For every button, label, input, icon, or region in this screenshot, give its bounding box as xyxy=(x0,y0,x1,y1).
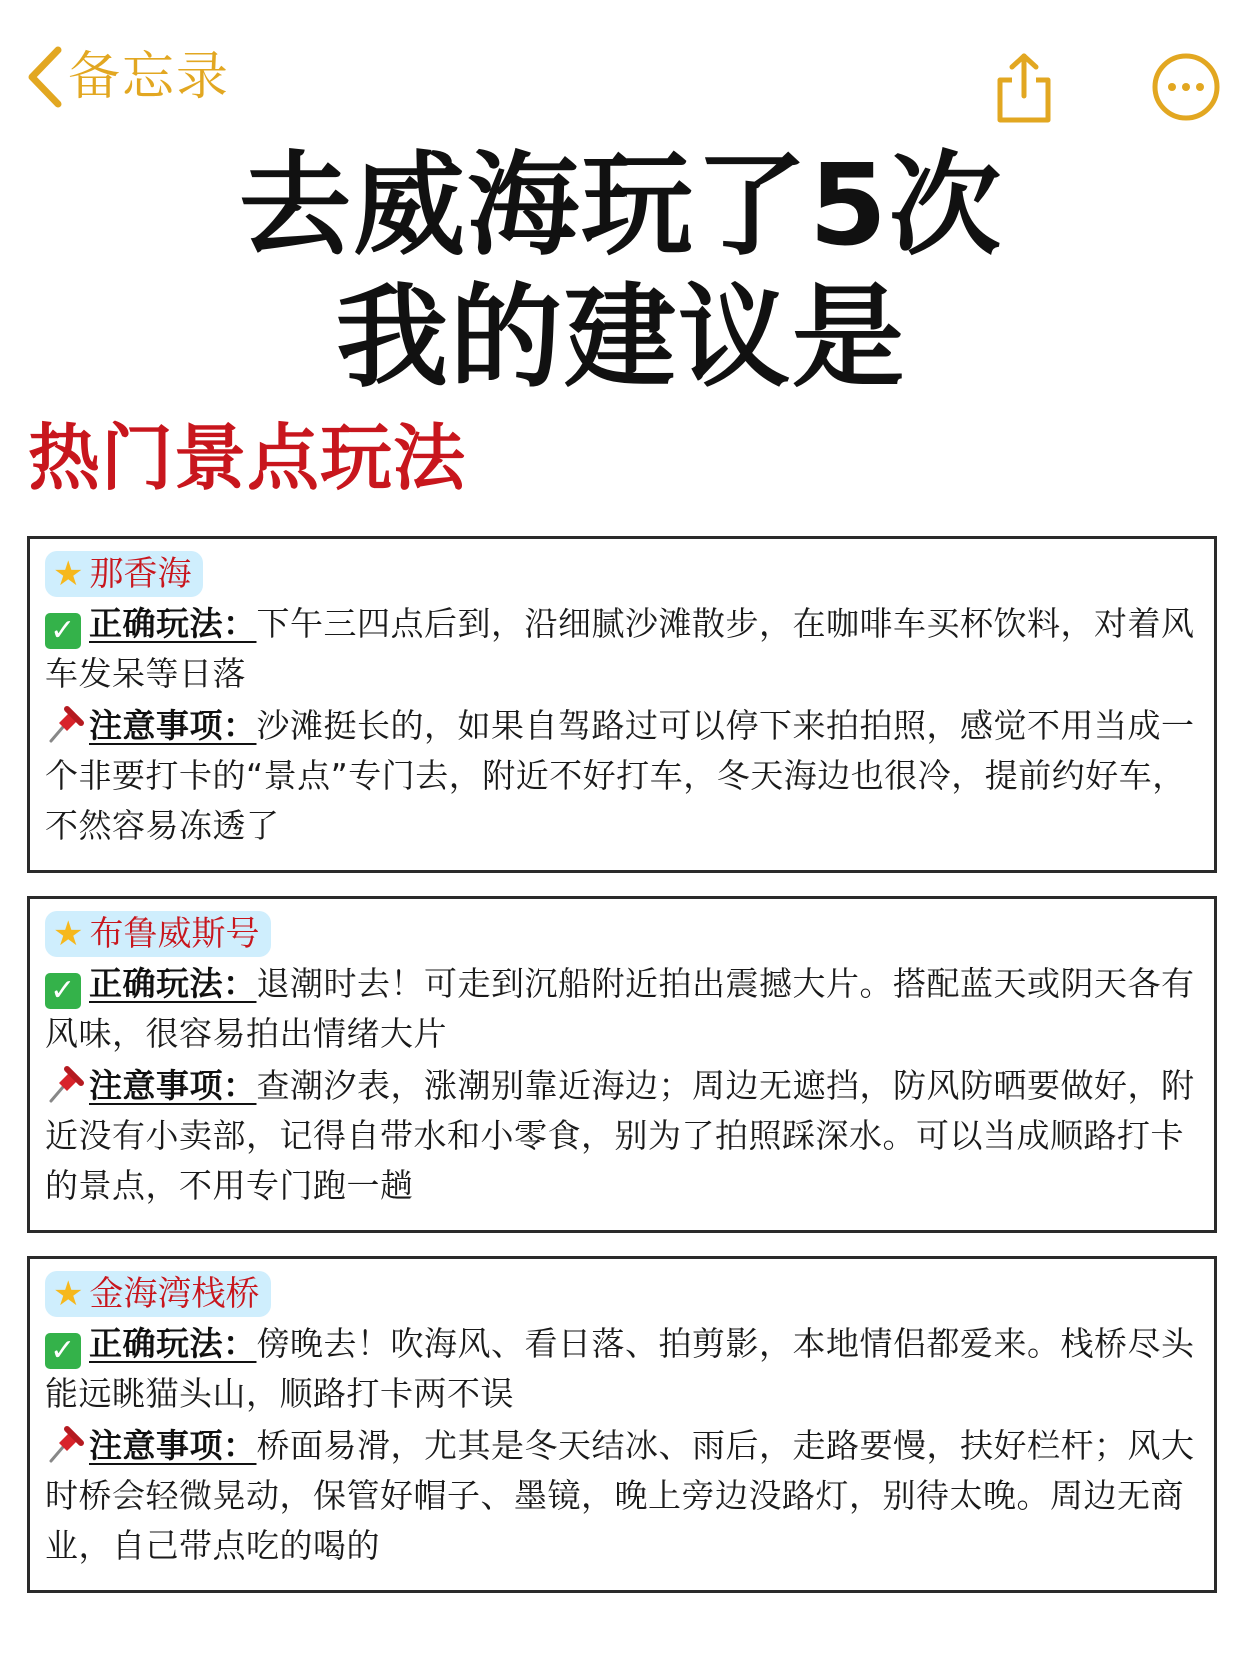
check-icon: ✓ xyxy=(45,973,81,1009)
notice-paragraph xyxy=(45,701,1200,851)
page-title-line-2: 我的建议是 xyxy=(336,273,906,403)
spot-tag xyxy=(45,1271,271,1317)
notice-text: 桥面易滑，尤其是冬天结冰、雨后，走路要慢，扶好栏杆；风大时桥会轻微晃动，保管好帽子、墨镜，晚上旁边没路灯，别待太晚。周边无商业，自己带点吃的喝的 xyxy=(45,1426,1195,1565)
star-icon: ★ xyxy=(53,1274,84,1314)
pushpin-icon xyxy=(45,1065,85,1105)
star-icon: ★ xyxy=(53,914,84,954)
correct-play-label: 正确玩法： xyxy=(89,1324,257,1363)
pushpin-icon xyxy=(45,705,85,745)
notice-label: 注意事项： xyxy=(89,1426,257,1465)
correct-play-paragraph xyxy=(45,599,1200,699)
notice-paragraph xyxy=(45,1061,1200,1211)
notice-text: 查潮汐表，涨潮别靠近海边；周边无遮挡，防风防晒要做好，附近没有小卖部，记得自带水和小零食，别为了拍照踩深水。可以当成顺路打卡的景点，不用专门跑一趟 xyxy=(45,1066,1195,1205)
navigation-bar xyxy=(0,0,1242,150)
correct-play-text: 傍晚去！吹海风、看日落、拍剪影，本地情侣都爱来。栈桥尽头能远眺猫头山，顺路打卡两不误 xyxy=(45,1324,1195,1413)
correct-play-text: 退潮时去！可走到沉船附近拍出震撼大片。搭配蓝天或阴天各有风味，很容易拍出情绪大片 xyxy=(45,964,1195,1053)
section-heading: 热门景点玩法 xyxy=(28,416,467,500)
more-icon xyxy=(1151,52,1221,122)
check-icon: ✓ xyxy=(45,613,81,649)
spot-name: 那香海 xyxy=(89,554,192,594)
pushpin-icon xyxy=(45,1425,85,1465)
star-icon: ★ xyxy=(53,554,84,594)
share-icon xyxy=(992,52,1056,124)
correct-play-label: 正确玩法： xyxy=(89,604,257,643)
back-button[interactable] xyxy=(26,42,230,112)
notice-text: 沙滩挺长的，如果自驾路过可以停下来拍拍照，感觉不用当成一个非要打卡的“景点”专门去，附近不好打车，冬天海边也很冷，提前约好车，不然容易冻透了 xyxy=(45,706,1195,845)
spot-name: 金海湾栈桥 xyxy=(89,1274,260,1314)
correct-play-label: 正确玩法： xyxy=(89,964,257,1003)
spot-card xyxy=(27,536,1217,873)
share-button[interactable] xyxy=(992,52,1056,124)
correct-play-text: 下午三四点后到，沿细腻沙滩散步，在咖啡车买杯饮料，对着风车发呆等日落 xyxy=(45,604,1195,693)
spot-tag xyxy=(45,911,271,957)
notice-label: 注意事项： xyxy=(89,1066,257,1105)
spot-card xyxy=(27,896,1217,1233)
spot-card xyxy=(27,1256,1217,1593)
back-label: 备忘录 xyxy=(68,47,231,107)
notice-paragraph xyxy=(45,1421,1200,1571)
page-title-line-1: 去威海玩了5次 xyxy=(239,141,1003,271)
check-icon: ✓ xyxy=(45,1333,81,1369)
more-button[interactable] xyxy=(1151,52,1221,122)
chevron-left-icon xyxy=(26,46,62,108)
correct-play-paragraph xyxy=(45,959,1200,1059)
notice-label: 注意事项： xyxy=(89,706,257,745)
spot-name: 布鲁威斯号 xyxy=(89,914,260,954)
spot-tag xyxy=(45,551,203,597)
correct-play-paragraph xyxy=(45,1319,1200,1419)
